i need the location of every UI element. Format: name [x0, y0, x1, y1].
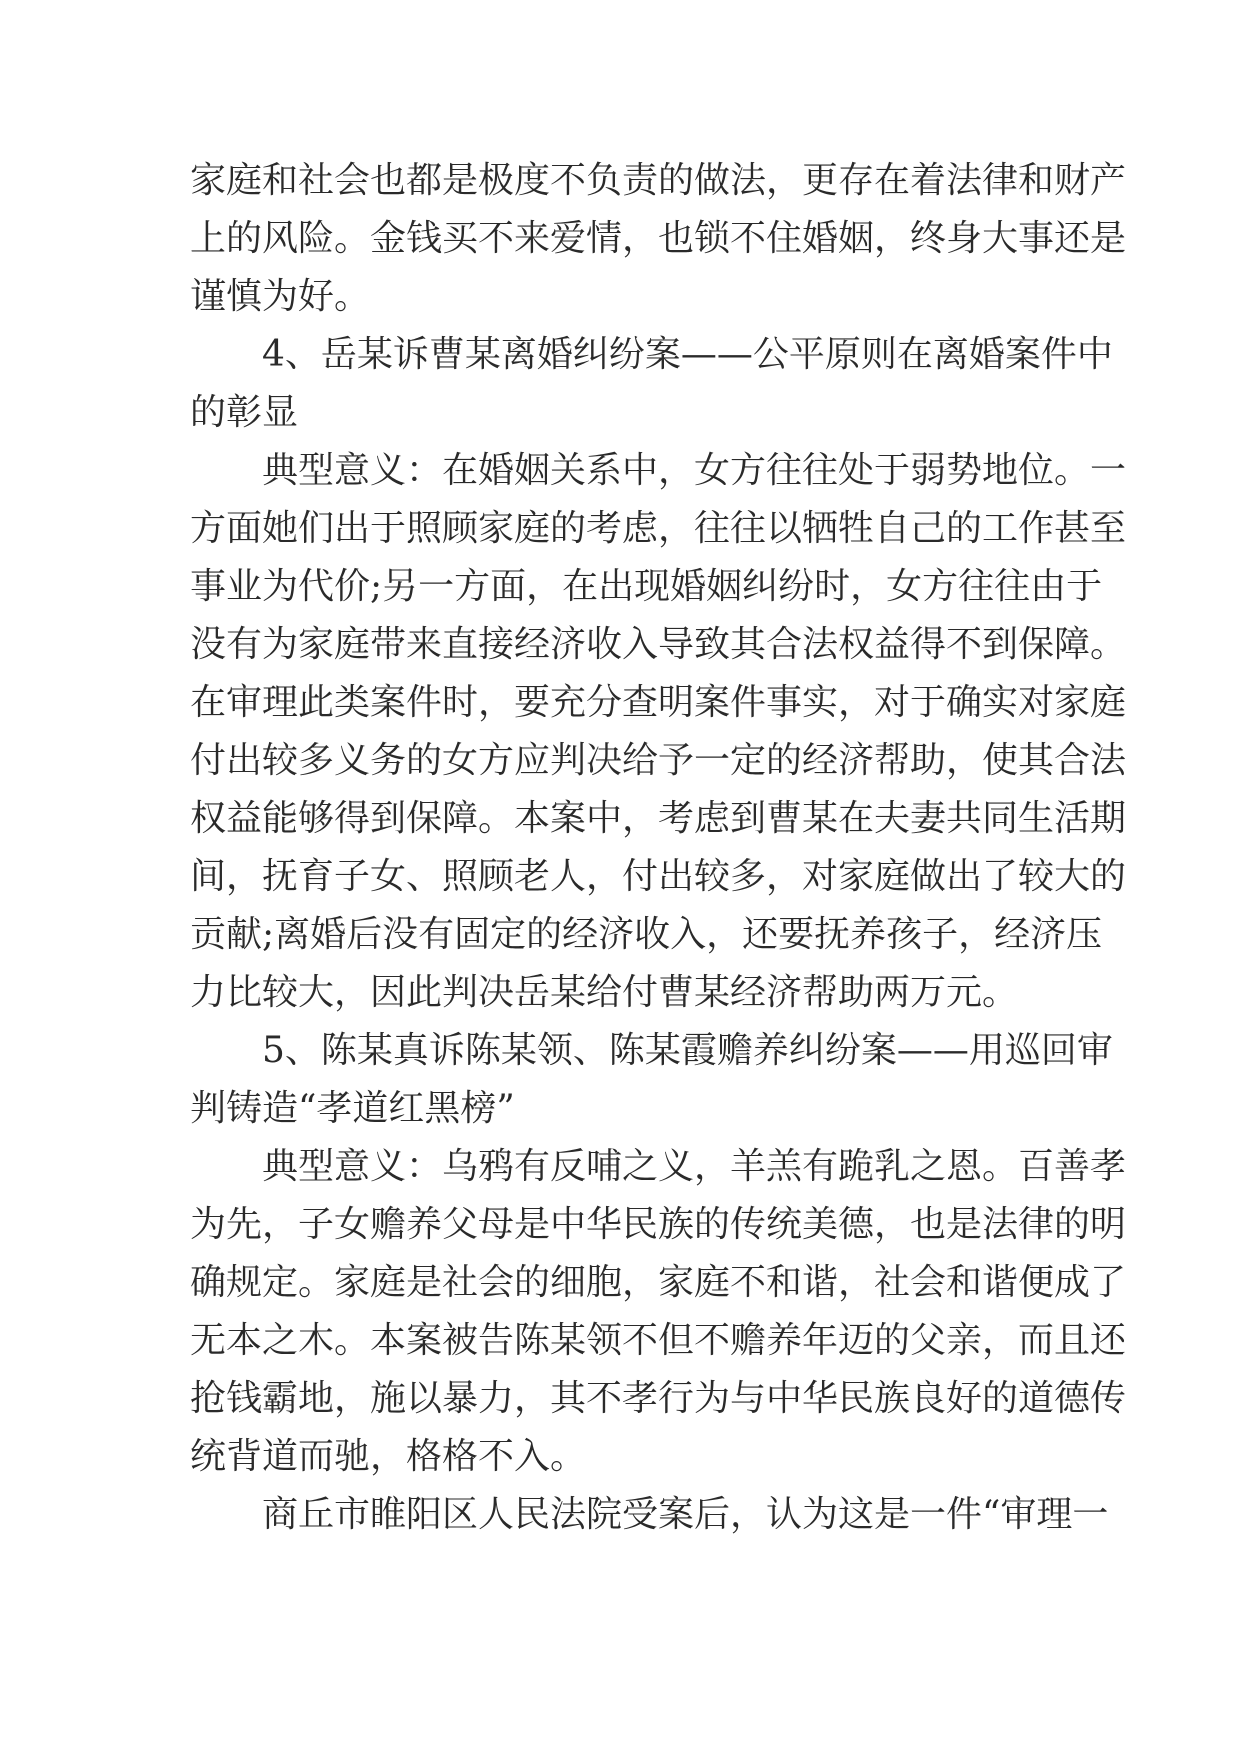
text-line: 商丘市睢阳区人民法院受案后，认为这是一件“审理一: [262, 1494, 1109, 1535]
text-line: 典型意义：乌鸦有反哺之义，羊羔有跪乳之恩。百善孝: [262, 1146, 1127, 1187]
case-heading-4: [190, 326, 1113, 442]
case-heading-5: [190, 1022, 1113, 1138]
text-line: 统背道而驰，格格不入。: [190, 1436, 587, 1477]
text-line: 方面她们出于照顾家庭的考虑，往往以牺牲自己的工作甚至: [190, 508, 1127, 549]
text-line: 5、陈某真诉陈某领、陈某霞赡养纠纷案——用巡回审: [262, 1030, 1113, 1071]
text-line: 力比较大，因此判决岳某给付曹某经济帮助两万元。: [190, 972, 1019, 1013]
paragraph-continuation: [190, 152, 1127, 326]
text-line: 权益能够得到保障。本案中，考虑到曹某在夫妻共同生活期: [190, 798, 1127, 839]
text-line: 的彰显: [190, 392, 299, 433]
text-line: 为先，子女赡养父母是中华民族的传统美德，也是法律的明: [190, 1204, 1127, 1245]
text-line: 典型意义：在婚姻关系中，女方往往处于弱势地位。一: [262, 450, 1127, 491]
text-line: 在审理此类案件时，要充分查明案件事实，对于确实对家庭: [190, 682, 1127, 723]
paragraph-court-handling: [190, 1486, 1109, 1544]
text-line: 无本之木。本案被告陈某领不但不赡养年迈的父亲，而且还: [190, 1320, 1127, 1361]
text-line: 抢钱霸地，施以暴力，其不孝行为与中华民族良好的道德传: [190, 1378, 1127, 1419]
text-line: 间，抚育子女、照顾老人，付出较多，对家庭做出了较大的: [190, 856, 1127, 897]
text-line: 贡献;离婚后没有固定的经济收入，还要抚养孩子，经济压: [190, 914, 1103, 955]
text-line: 确规定。家庭是社会的细胞，家庭不和谐，社会和谐便成了: [190, 1262, 1127, 1303]
text-line: 家庭和社会也都是极度不负责的做法，更存在着法律和财产: [190, 160, 1127, 201]
paragraph-typical-significance-5: [190, 1138, 1127, 1486]
text-line: 4、岳某诉曹某离婚纠纷案——公平原则在离婚案件中: [262, 334, 1113, 375]
text-line: 上的风险。金钱买不来爱情，也锁不住婚姻，终身大事还是: [190, 218, 1127, 259]
text-line: 事业为代价;另一方面，在出现婚姻纠纷时，女方往往由于: [190, 566, 1103, 607]
paragraph-typical-significance-4: [190, 442, 1127, 1022]
document-body: [190, 152, 1127, 1544]
text-line: 判铸造“孝道红黑榜”: [190, 1088, 515, 1129]
text-line: 付出较多义务的女方应判决给予一定的经济帮助，使其合法: [190, 740, 1127, 781]
text-line: 谨慎为好。: [190, 276, 371, 317]
text-line: 没有为家庭带来直接经济收入导致其合法权益得不到保障。: [190, 624, 1127, 665]
